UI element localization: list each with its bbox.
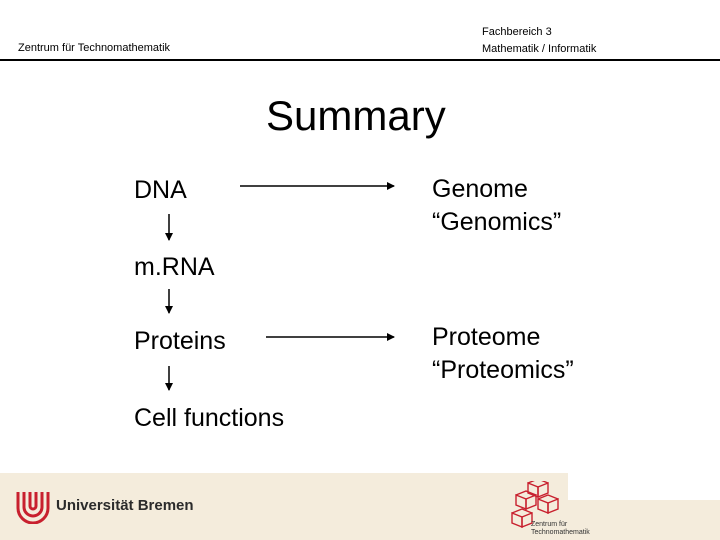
term-cell-functions: Cell functions	[134, 404, 285, 432]
result-genomics: “Genomics”	[432, 208, 562, 236]
university-name: Universität Bremen	[56, 497, 194, 514]
zentrum-logo-line1: Zentrum für	[531, 521, 568, 528]
term-dna: DNA	[134, 176, 187, 204]
term-mrna: m.RNA	[134, 253, 215, 281]
header-left-label: Zentrum für Technomathematik	[18, 42, 171, 54]
zentrum-logo-text	[531, 521, 590, 537]
zentrum-logo-line2: Technomathematik	[531, 529, 590, 536]
result-proteomics: “Proteomics”	[432, 356, 574, 384]
result-genome: Genome	[432, 175, 528, 203]
result-proteome: Proteome	[432, 323, 541, 351]
header-faculty-label: Mathematik / Informatik	[482, 43, 597, 55]
term-proteins: Proteins	[134, 327, 226, 355]
page-title: Summary	[266, 92, 446, 139]
university-logo-icon	[15, 488, 51, 524]
footer-corner	[568, 473, 720, 500]
header-department-label: Fachbereich 3	[482, 26, 552, 38]
